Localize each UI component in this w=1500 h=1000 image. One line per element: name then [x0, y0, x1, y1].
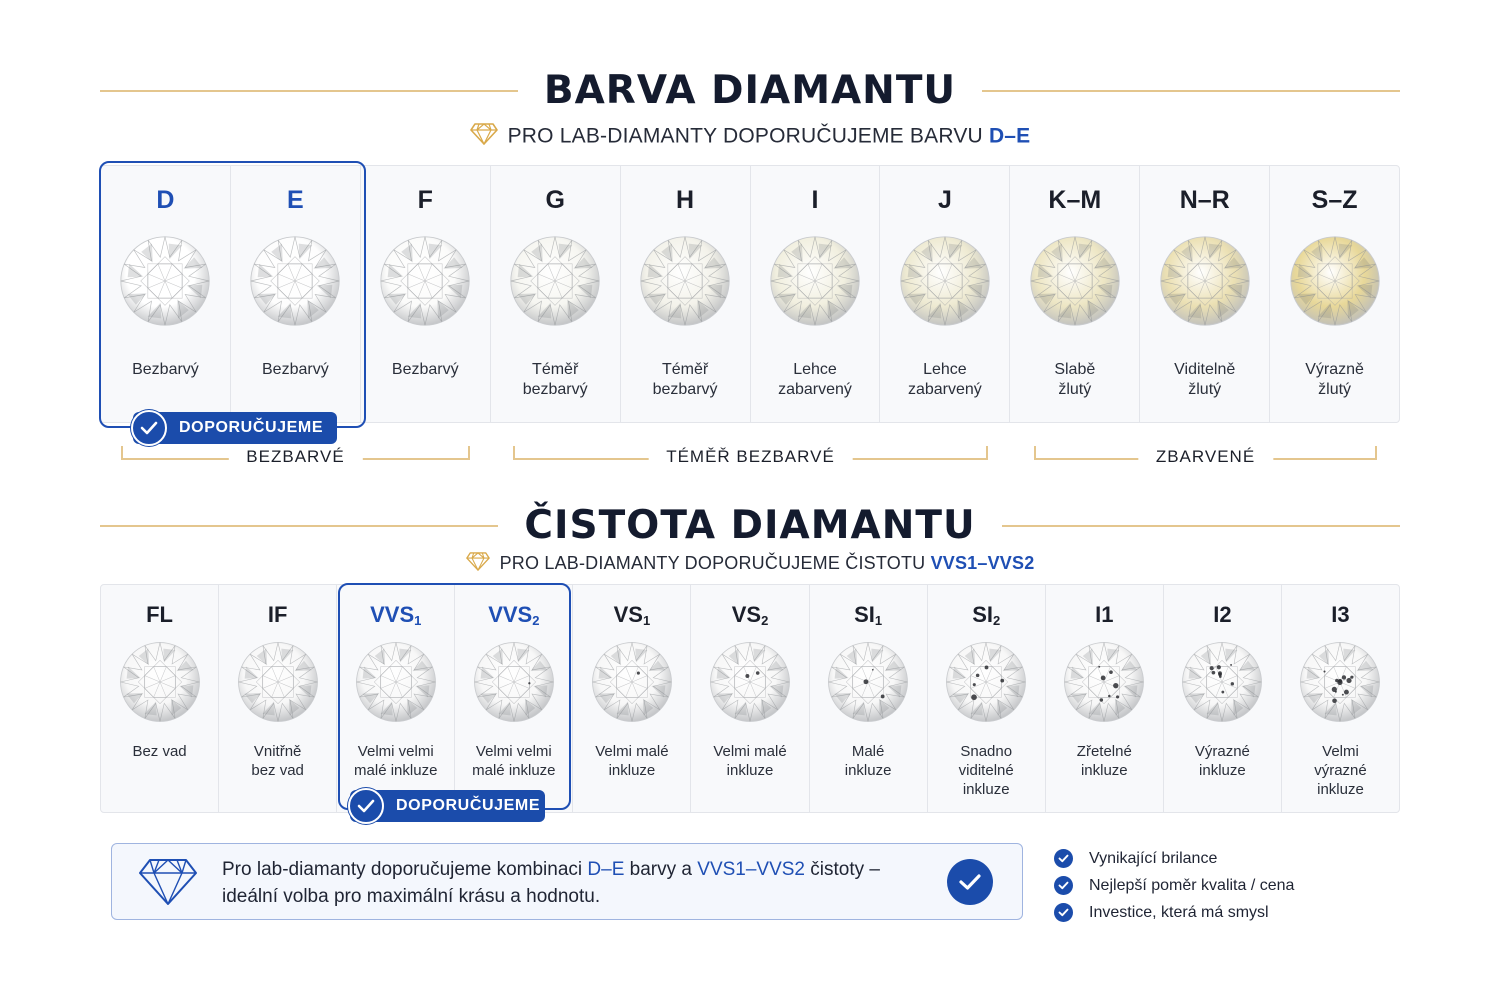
check-circle-icon: [947, 859, 993, 905]
color-subtitle: [0, 123, 1500, 151]
grade-label-subscript: 2: [992, 613, 1001, 628]
grade-description: Vnitřně bez vad: [251, 743, 304, 779]
color-grade-grid: [100, 165, 1400, 423]
grade-label-main: VVS: [488, 602, 533, 627]
grade-label-main: SI: [854, 602, 875, 627]
title-divider-right: [982, 90, 1400, 92]
benefit-text: Nejlepší poměr kvalita / cena: [1089, 876, 1295, 894]
color-recommended-badge: [133, 412, 337, 444]
diamond-image: [118, 234, 212, 328]
benefit-item: [1054, 845, 1394, 872]
grade-label: [1046, 602, 1163, 628]
grade-label: D: [156, 186, 175, 214]
grade-label: J: [937, 186, 952, 214]
clarity-grade-cell: [219, 585, 337, 812]
diamond-image: [248, 234, 342, 328]
diamond-image: [354, 640, 438, 724]
diamond-image: [1158, 234, 1252, 328]
grade-description: Výrazně žlutý: [1305, 361, 1364, 398]
grade-label-main: I3: [1331, 602, 1350, 627]
diamond-image: [898, 234, 992, 328]
clarity-subtitle-highlight: VVS1–VVS2: [930, 552, 1035, 573]
color-grade-cell: [621, 166, 751, 422]
title-divider-left: [100, 90, 518, 92]
grade-label-main: VS: [613, 602, 643, 627]
grade-label-main: FL: [146, 602, 173, 627]
diamond-image: [1028, 234, 1122, 328]
diamond-image: [708, 640, 792, 724]
grade-description: Zřetelné inkluze: [1076, 743, 1132, 779]
diamond-image: [826, 640, 910, 724]
clarity-grade-cell: [1282, 585, 1399, 812]
check-icon: [1054, 849, 1073, 868]
grade-description: Bez vad: [132, 743, 187, 760]
grade-label: G: [545, 186, 565, 214]
clarity-title-row: [100, 503, 1400, 548]
grade-label-subscript: 1: [414, 613, 422, 628]
title-divider-right: [1002, 525, 1400, 527]
grade-label: S–Z: [1311, 186, 1358, 214]
recommended-badge-label: DOPORUČUJEME: [179, 419, 324, 436]
gem-icon: [470, 123, 498, 151]
grade-label-subscript: 1: [874, 613, 883, 628]
grade-label: N–R: [1179, 186, 1230, 214]
diamond-image: [118, 640, 202, 724]
grade-label: [691, 602, 808, 628]
grade-label: F: [417, 186, 433, 214]
grade-description: Téměř bezbarvý: [522, 361, 588, 398]
color-title-row: [100, 68, 1400, 113]
diamond-image: [236, 640, 320, 724]
diamond-image: [472, 640, 556, 724]
clarity-grade-cell: [337, 585, 455, 812]
grade-label-main: VVS: [370, 602, 415, 627]
diamond-image: [590, 640, 674, 724]
grade-label-main: SI: [972, 602, 993, 627]
grade-description: Slabě žlutý: [1054, 361, 1096, 398]
summary-text-part: čistoty –: [805, 859, 880, 880]
grade-description: Lehce zabarvený: [907, 361, 982, 398]
clarity-grade-cell: [1164, 585, 1282, 812]
summary-box: [111, 843, 1023, 920]
diamond-image: [768, 234, 862, 328]
grade-label: K–M: [1048, 186, 1102, 214]
benefits-list: [1054, 845, 1394, 926]
recommended-badge-label: DOPORUČUJEME: [396, 797, 541, 814]
color-grade-cell: [751, 166, 881, 422]
check-icon: [348, 788, 384, 824]
grade-label-main: IF: [267, 602, 288, 627]
benefit-item: [1054, 872, 1394, 899]
group-label: BEZBARVÉ: [228, 447, 362, 467]
diamond-image: [944, 640, 1028, 724]
diamond-image: [378, 234, 472, 328]
benefit-text: Investice, která má smysl: [1089, 903, 1269, 921]
grade-description: Velmi velmi malé inkluze: [472, 743, 556, 779]
grade-description: Velmi výrazné inkluze: [1314, 743, 1367, 798]
color-subtitle-highlight: D–E: [988, 124, 1031, 148]
clarity-subtitle: [0, 552, 1500, 576]
grade-description: Výrazné inkluze: [1194, 743, 1250, 779]
clarity-grade-cell: [928, 585, 1046, 812]
group-bracket-colorless: [121, 446, 470, 466]
grade-description: Velmi malé inkluze: [595, 743, 669, 779]
color-grade-cell: [1140, 166, 1270, 422]
diamond-image: [1180, 640, 1264, 724]
check-icon: [131, 410, 167, 446]
color-subtitle-text: PRO LAB-DIAMANTY DOPORUČUJEME BARVU: [507, 124, 989, 148]
group-label: ZBARVENÉ: [1138, 447, 1273, 467]
summary-highlight-color: D–E: [587, 859, 625, 880]
grade-label: I: [811, 186, 819, 214]
grade-label: [337, 602, 454, 628]
grade-description: Bezbarvý: [262, 361, 329, 378]
color-grade-cell: [101, 166, 231, 422]
diamond-image: [638, 234, 732, 328]
grade-label: [219, 602, 336, 628]
summary-text-part: barvy a: [624, 859, 698, 880]
clarity-grade-cell: [1046, 585, 1164, 812]
grade-description: Malé inkluze: [844, 743, 892, 779]
check-icon: [1054, 876, 1073, 895]
grade-label-main: I1: [1095, 602, 1114, 627]
diamond-image: [1288, 234, 1382, 328]
clarity-subtitle-text: PRO LAB-DIAMANTY DOPORUČUJEME ČISTOTU: [499, 552, 931, 573]
grade-label: E: [287, 186, 304, 214]
summary-highlight-clarity: VVS1–VVS2: [697, 859, 806, 880]
grade-label-main: I2: [1213, 602, 1232, 627]
group-bracket-near-colorless: [513, 446, 988, 466]
color-grade-cell: [231, 166, 361, 422]
grade-label: [101, 602, 218, 628]
diamond-image: [1298, 640, 1382, 724]
color-grade-cell: [880, 166, 1010, 422]
clarity-grade-cell: [691, 585, 809, 812]
diamond-image: [1062, 640, 1146, 724]
grade-description: Velmi malé inkluze: [713, 743, 787, 779]
clarity-recommended-badge: [350, 790, 545, 822]
grade-label: [455, 602, 572, 628]
clarity-grade-cell: [455, 585, 573, 812]
grade-description: Viditelně žlutý: [1174, 361, 1236, 398]
check-icon: [1054, 903, 1073, 922]
grade-description: Snadno viditelné inkluze: [958, 743, 1014, 798]
diamond-image: [508, 234, 602, 328]
summary-text: [222, 856, 942, 910]
grade-label-subscript: 2: [532, 613, 540, 628]
grade-description: Lehce zabarvený: [778, 361, 852, 398]
grade-label: [573, 602, 690, 628]
title-divider-left: [100, 525, 498, 527]
color-grade-cell: [1270, 166, 1399, 422]
grade-label: [928, 602, 1045, 628]
color-section-title: BARVA DIAMANTU: [543, 68, 957, 113]
color-grade-cell: [361, 166, 491, 422]
grade-description: Téměř bezbarvý: [652, 361, 718, 398]
clarity-grade-cell: [810, 585, 928, 812]
clarity-grade-grid: [100, 584, 1400, 813]
color-grade-cell: [1010, 166, 1140, 422]
grade-label: [1282, 602, 1399, 628]
grade-label: [1164, 602, 1281, 628]
clarity-grade-cell: [573, 585, 691, 812]
gem-icon: [466, 552, 490, 576]
clarity-section-title: ČISTOTA DIAMANTU: [524, 503, 976, 548]
grade-label: H: [676, 186, 695, 214]
summary-line-2: ideální volba pro maximální krásu a hodnotu.: [222, 886, 601, 907]
color-grade-cell: [491, 166, 621, 422]
benefit-item: [1054, 899, 1394, 926]
group-label: TÉMĚŘ BEZBARVÉ: [648, 447, 853, 467]
group-bracket-colored: [1034, 446, 1377, 466]
benefit-text: Vynikající brilance: [1089, 849, 1218, 867]
grade-description: Velmi velmi malé inkluze: [354, 743, 438, 779]
summary-text-part: Pro lab-diamanty doporučujeme kombinaci: [222, 859, 588, 880]
grade-description: Bezbarvý: [391, 361, 459, 378]
grade-label-main: VS: [731, 602, 762, 627]
grade-description: Bezbarvý: [132, 361, 199, 378]
clarity-grade-cell: [101, 585, 219, 812]
grade-label-subscript: 2: [761, 613, 769, 628]
grade-label-subscript: 1: [642, 613, 651, 628]
grade-label: [810, 602, 927, 628]
diamond-icon: [138, 858, 198, 906]
